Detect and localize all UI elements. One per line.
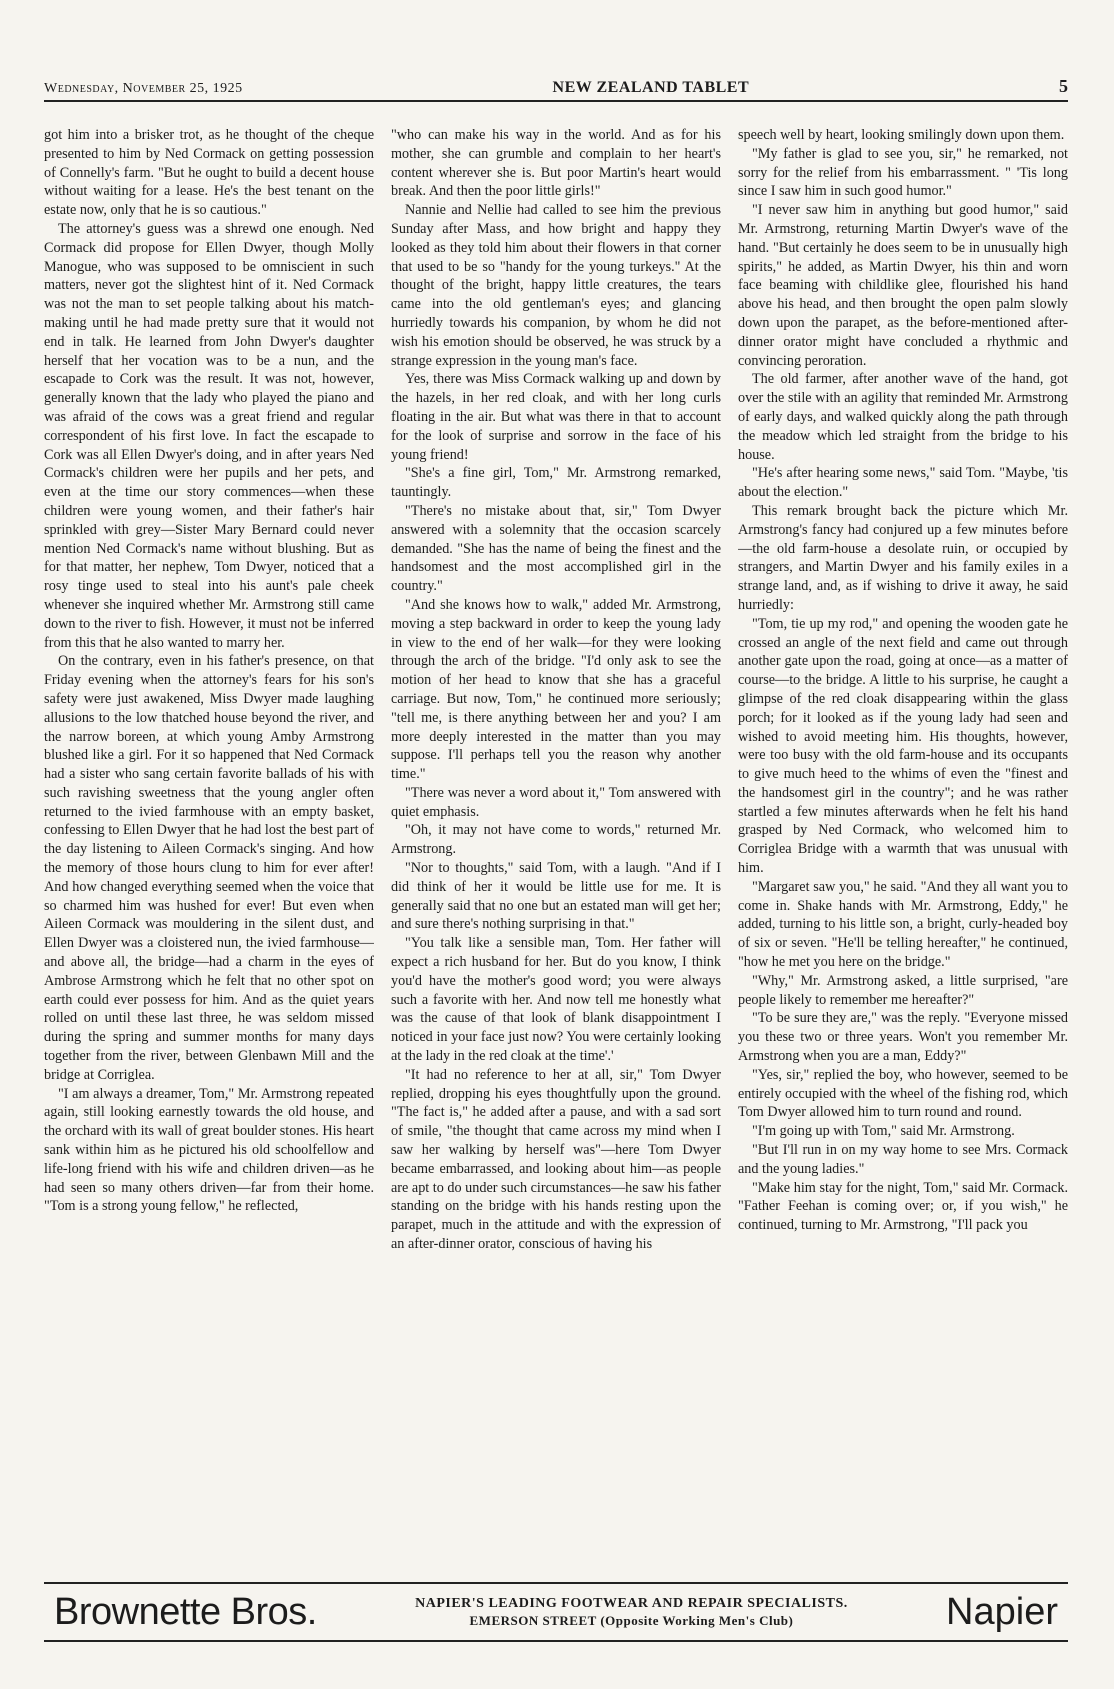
publication-title: NEW ZEALAND TABLET <box>552 79 750 96</box>
paragraph: "Margaret saw you," he said. "And they all want you to come in. Shake hands with Mr. Armstrong, Eddy," he added, turning to his little son, a bright, curly-headed boy of six or seven. "He'll be telling hereafter," he continued, "how he met you here on the bridge." <box>738 878 1068 971</box>
paragraph: "Why," Mr. Armstrong asked, a little surprised, "are people likely to remember me hereafter?" <box>738 972 1068 1008</box>
paragraph: This remark brought back the picture which Mr. Armstrong's fancy had conjured up a few minutes before—the old farm-house a desolate ruin, or occupied by strangers, and Martin Dwyer and his family exiles in a strange land, and, as if wishing to drive it away, he said hurriedly: <box>738 502 1068 613</box>
ad-town: Napier <box>946 1590 1058 1633</box>
paragraph: "Oh, it may not have come to words," returned Mr. Armstrong. <box>391 822 721 858</box>
paragraph: "She's a fine girl, Tom," Mr. Armstrong remarked, tauntingly. <box>391 465 721 501</box>
page-header <box>44 72 1068 102</box>
paragraph: "Tom, tie up my rod," and opening the wooden gate he crossed an angle of the next field and came out through another gate upon the road, going at once—as a matter of course—to the bridge. A little to his surprise, he caught a glimpse of the red cloak disappearing within the glass porch; for it looked as if the young lady had seen and wished to avoid meeting him. His thoughts, however, were too busy with the old farm-house and its occupants to give much heed to the whims of even the "finest and the handsomest girl in the country"; and he was rather startled a few minutes afterwards when he felt his hand grasped by Ned Cormack, who welcomed him to Corriglea Bridge with a warmth that was unusual with him. <box>738 615 1068 877</box>
page-number: 5 <box>1058 76 1068 96</box>
paragraph: "My father is glad to see you, sir," he remarked, not sorry for the relief from his embarrassment. " 'Tis long since I saw him in such good humor." <box>738 145 1068 200</box>
paragraph: The old farmer, after another wave of the hand, got over the stile with an agility that reminded Mr. Armstrong of early days, and walked quickly along the path through the meadow which led straight from the bridge to his house. <box>738 371 1068 463</box>
paragraph: got him into a brisker trot, as he thought of the cheque presented to him by Ned Cormack on getting possession of Connelly's farm. "But he ought to build a decent house without waiting for a lease. He's the best tenant on the estate now, only that he is so cautious." <box>44 127 374 219</box>
paragraph: "Yes, sir," replied the boy, who however, seemed to be entirely occupied with the wheel of the fishing rod, which Tom Dwyer allowed him to turn round and round. <box>738 1066 1068 1121</box>
paragraph: Yes, there was Miss Cormack walking up and down by the hazels, in her red cloak, and with her long curls floating in the air. But what was there in that to account for the look of surprise and sorrow in the face of his young friend! <box>391 371 721 463</box>
ad-address: EMERSON STREET (Opposite Working Men's Club) <box>469 1613 794 1628</box>
issue-date: Wednesday, November 25, 1925 <box>44 81 243 96</box>
column-3 <box>738 126 1068 1574</box>
ad-business-name: Brownette Bros. <box>54 1590 317 1633</box>
paragraph: "To be sure they are," was the reply. "Everyone missed you these two or three years. Won't you remember Mr. Armstrong when you are a man, Eddy?" <box>738 1010 1068 1065</box>
paragraph: "There's no mistake about that, sir," Tom Dwyer answered with a solemnity that the occasion scarcely demanded. "She has the name of being the finest and the handsomest and the most accomplished girl in the country." <box>391 502 721 595</box>
article-columns <box>44 126 1068 1574</box>
paragraph: "I never saw him in anything but good humor," said Mr. Armstrong, returning Martin Dwyer's wave of the hand. "But certainly he does seem to be in unusually high spirits," he added, as Martin Dwyer, his thin and worn face beaming with childlike glee, flourished his hand above his head, and then brought the open palm slowly down upon the parapet, as the before-mentioned after-dinner orator might have concluded a rhythmic and convincing peroration. <box>738 202 1068 369</box>
paragraph: "I'm going up with Tom," said Mr. Armstrong. <box>752 1123 1015 1140</box>
ad-tagline <box>317 1595 946 1629</box>
paragraph: "It had no reference to her at all, sir," Tom Dwyer replied, dropping his eyes thoughtfully upon the ground. "The fact is," he added after a pause, and with a sad sort of smile, "the thought that came across my mind when I saw her walking by herself was"—here Tom Dwyer became embarrassed, and looking about him—as people are apt to do under such circumstances—he saw his father standing on the bridge with his hands resting upon the parapet, much in the attitude and with the expression of an after-dinner orator, conscious of having his <box>391 1066 721 1253</box>
column-1 <box>44 126 374 1574</box>
advertisement-banner <box>44 1582 1068 1642</box>
ad-tagline-line1: NAPIER'S LEADING FOOTWEAR AND REPAIR SPECIALISTS. <box>415 1596 848 1611</box>
paragraph: speech well by heart, looking smilingly down upon them. <box>738 127 1065 143</box>
paragraph: "He's after hearing some news," said Tom. "Maybe, 'tis about the election." <box>738 465 1068 501</box>
column-2 <box>391 126 721 1574</box>
paragraph: Nannie and Nellie had called to see him the previous Sunday after Mass, and how bright and happy they looked as they told him about their flowers in that corner that used to be so "handy for the young turkeys." At the thought of the bright, happy little creatures, the tears came into the old gentleman's eyes; and glancing hurriedly towards his companion, by whom he did not wish his emotion should be observed, he was struck by a strange expression in the young man's face. <box>391 202 721 369</box>
paragraph: "But I'll run in on my way home to see Mrs. Cormack and the young ladies." <box>738 1142 1068 1177</box>
paragraph: "Nor to thoughts," said Tom, with a laugh. "And if I did think of her it would be little use for me. It is generally said that no one but an estated man will get her; and sure there's nothing surprising in that." <box>391 860 721 933</box>
paragraph: "I am always a dreamer, Tom," Mr. Armstrong repeated again, still looking earnestly towards the old house, and the orchard with its wall of great boulder stones. His heart sank within him as he pictured his old schoolfellow and life-long friend with his wife and children driven—as he had seen so many others driven—far from their home. "Tom is a strong young fellow," he reflected, <box>44 1085 374 1215</box>
paragraph: "You talk like a sensible man, Tom. Her father will expect a rich husband for her. But do you know, I think you'd have the mother's good word; you were always such a favorite with her. And now tell me honestly what was the cause of that look of blank disappointment I noticed in your face just now? You were certainly looking at the lady in the red cloak at the time'.' <box>391 935 721 1065</box>
paragraph: "And she knows how to walk," added Mr. Armstrong, moving a step backward in order to keep the young lady in view to the end of her walk—for they were looking through the arch of the bridge. "I'd only ask to see the motion of her head to know that she has a graceful carriage. But now, Tom," he continued more seriously; "tell me, is there anything between her and you? I am more deeply interested in the matter than you may suppose. I'll perhaps tell you the reason why another time." <box>391 596 721 783</box>
paragraph: The attorney's guess was a shrewd one enough. Ned Cormack did propose for Ellen Dwyer, though Molly Manogue, who was supposed to be omniscient in such matters, never got the slightest hint of it. Ned Cormack was not the man to set people talking about his match-making until he had made pretty sure that it would not end in talk. He learned from John Dwyer's daughter herself that her vocation was to be a nun, and the escapade to Cork was the result. It was not, however, generally known that the lady who played the piano and was afraid of the cows was a great friend and regular correspondent of his first love. In fact the escapade to Cork was all Ellen Dwyer's doing, and in after years Ned Cormack's children were her pupils and her pets, and even at the time our story commences—when these children were young women, and their father's hair sprinkled with grey—Sister Mary Bernard could never mention Ned Cormack's name without blushing. But as for that matter, her nephew, Tom Dwyer, noticed that a rosy tinge used to steal into his aunt's pale cheek whenever she inquired whether Mr. Armstrong still came down to the river to fish. However, it must not be inferred from this that he also wanted to marry her. <box>44 220 374 651</box>
paragraph: "who can make his way in the world. And as for his mother, she can grumble and complain to her heart's content wherever she is. But poor Martin's heart would break. And then the poor little girls!" <box>391 127 721 200</box>
paragraph: "Make him stay for the night, Tom," said Mr. Cormack. "Father Feehan is coming over; or, if you wish," he continued, turning to Mr. Armstrong, "I'll pack you <box>738 1179 1068 1234</box>
paragraph: "There was never a word about it," Tom answered with quiet emphasis. <box>391 784 721 820</box>
paragraph: On the contrary, even in his father's presence, on that Friday evening when the attorney's fears for his son's safety were just awakened, Miss Dwyer made laughing allusions to the low thatched house beyond the river, and the narrow boreen, at which young Amby Armstrong blushed like a girl. For it so happened that Ned Cormack had a sister who sang certain favorite ballads of his with such ravishing sweetness that the young angler often returned to the ivied farmhouse with an empty basket, confessing to Ellen Dwyer that he had lost the best part of the day listening to Aileen Cormack's singing. And how the memory of those hours clung to him for ever after! And how changed everything seemed when the voice that so charmed him was hushed for ever! But even when Aileen Cormack was mouldering in the silent dust, and Ellen Dwyer was a cloistered nun, the ivied farmhouse—and above all, the bridge—had a charm in the eyes of Ambrose Armstrong which he felt that no other spot on earth could ever possess for him. And as the quiet years rolled on until these last three, he was seldom missed during the spring and summer months for many days together from the river, between Glenbawn Mill and the bridge at Corriglea. <box>44 653 374 1083</box>
